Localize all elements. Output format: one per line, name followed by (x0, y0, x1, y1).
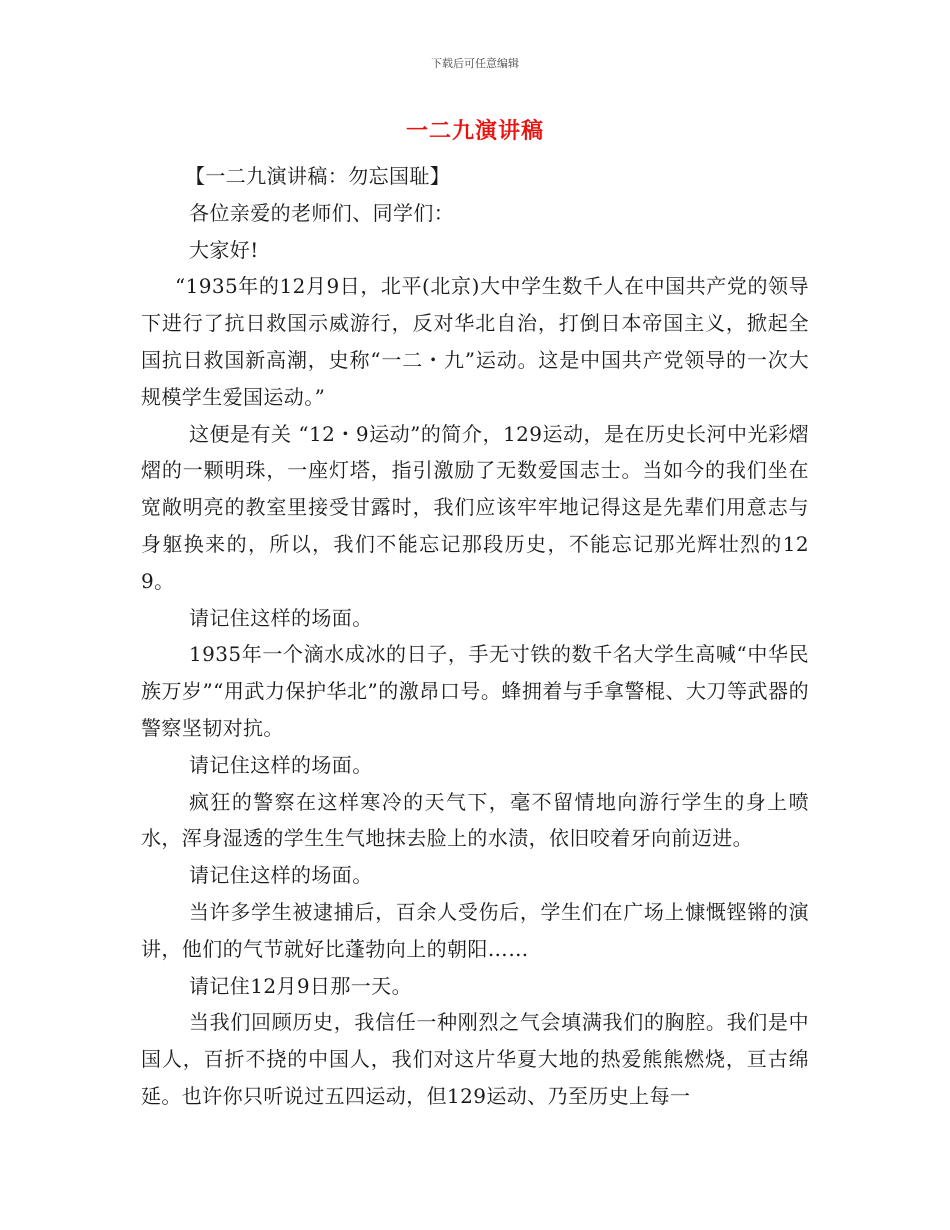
paragraph-scene-2: 疯狂的警察在这样寒冷的天气下，毫不留情地向游行学生的身上喷水，浑身湿透的学生生气地抹去脸上的水渍，依旧咬着牙向前迈进。 (141, 789, 809, 851)
paragraph-remember-1: 请记住这样的场面。 (189, 605, 373, 630)
header-note: 下载后可任意编辑 (431, 57, 519, 70)
paragraph-remember-date: 请记住12月9日那一天。 (189, 973, 412, 998)
paragraph-scene-1: 1935年一个滴水成冰的日子，手无寸铁的数千名大学生高喊“中华民族万岁”“用武力保护华北”的激昂口号。蜂拥着与手拿警棍、大刀等武器的警察坚韧对抗。 (141, 642, 809, 740)
document-title: 一二九演讲稿 (405, 119, 544, 144)
document-body (141, 158, 809, 1115)
paragraph-intro: 这便是有关 “12・9运动”的简介，129运动，是在历史长河中光彩熠熠的一颗明珠，一座灯塔，指引激励了无数爱国志士。当如今的我们坐在宽敞明亮的教室里接受甘露时，我们应该牢牢地记得这是先辈们用意志与身躯换来的，所以，我们不能忘记那段历史，不能忘记那光辉壮烈的129。 (141, 421, 809, 593)
paragraph-salutation: 各位亲爱的老师们、同学们： (189, 200, 455, 225)
paragraph-greeting: 大家好! (189, 237, 259, 262)
paragraph-subtitle: 【一二九演讲稿：勿忘国耻】 (185, 164, 451, 188)
paragraph-remember-3: 请记住这样的场面。 (189, 863, 373, 888)
paragraph-quote: “1935年的12月9日，北平(北京)大中学生数千人在中国共产党的领导下进行了抗日救国示威游行，反对华北自治，打倒日本帝国主义，掀起全国抗日救国新高潮，史称“一二・九”运动。这是中国共产党领导的一次大规模学生爱国运动。” (141, 274, 809, 409)
paragraph-reflection: 当我们回顾历史，我信任一种刚烈之气会填满我们的胸腔。我们是中国人，百折不挠的中国人，我们对这片华夏大地的热爱熊熊燃烧，亘古绵延。也许你只听说过五四运动，但129运动、乃至历史上每一 (141, 1010, 809, 1108)
paragraph-scene-3: 当许多学生被逮捕后，百余人受伤后，学生们在广场上慷慨铿锵的演讲，他们的气节就好比蓬勃向上的朝阳…… (141, 899, 809, 961)
paragraph-remember-2: 请记住这样的场面。 (189, 752, 373, 777)
